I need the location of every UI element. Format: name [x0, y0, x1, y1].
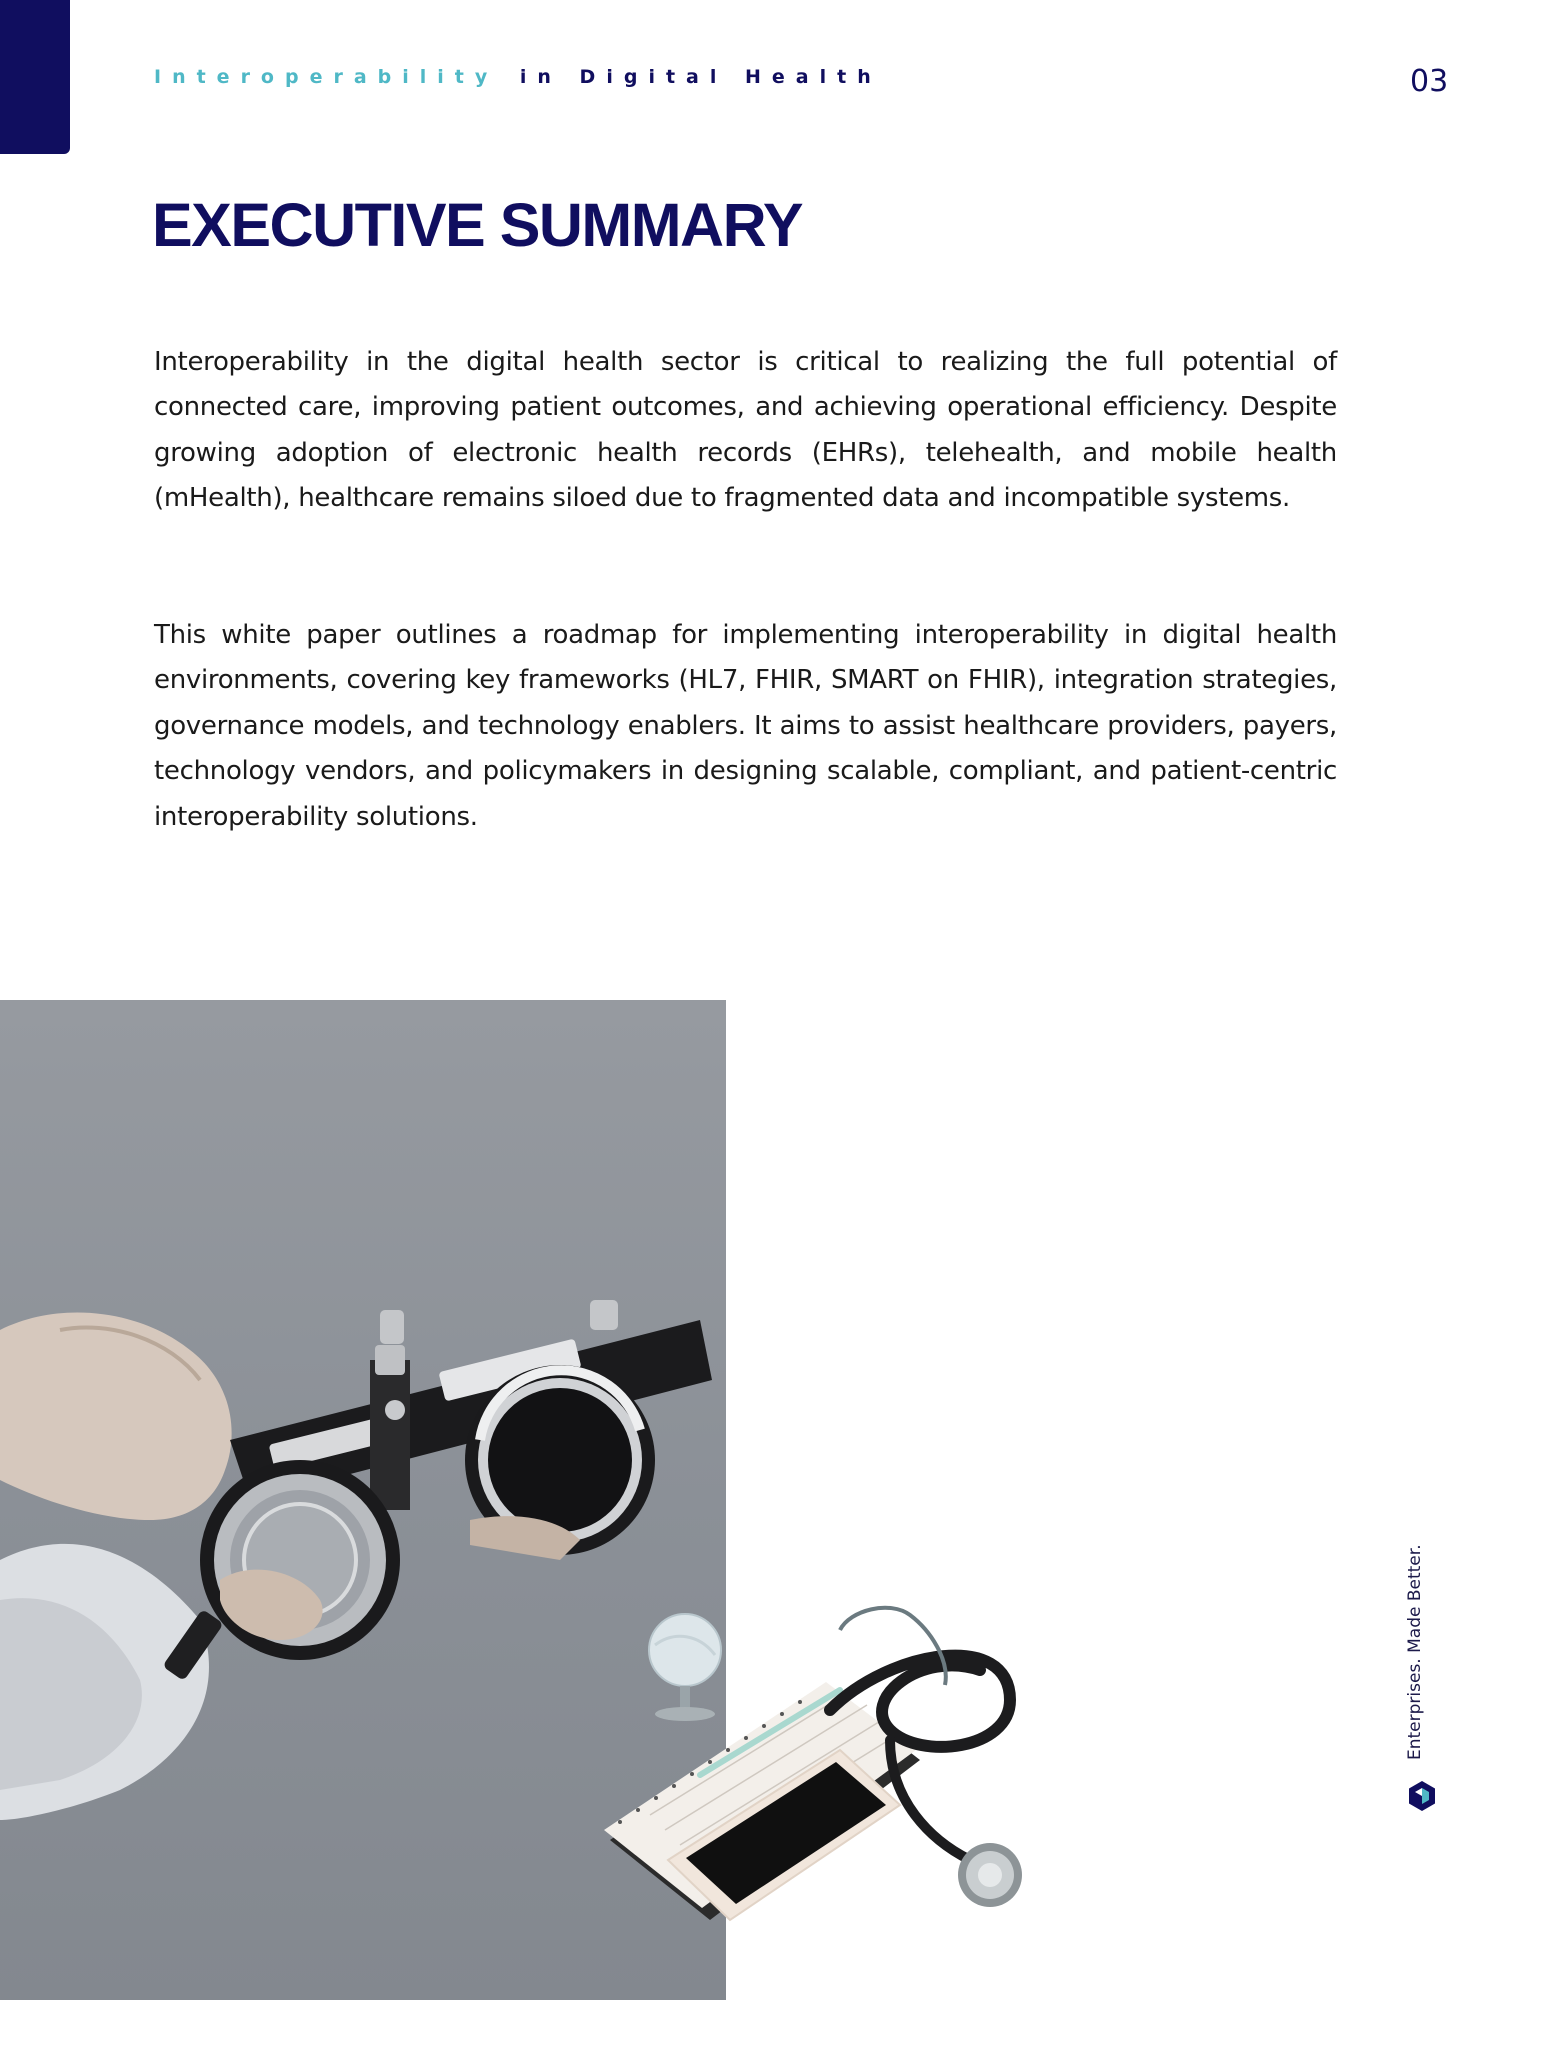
page-number: 03: [1410, 64, 1449, 99]
summary-paragraph-2: This white paper outlines a roadmap for implementing interoperability in digital health environments, covering key frameworks (HL7, FHIR, SMART on FHIR), integration strategies, governance models, and technology enablers. It aims to assist healthcare providers, payers, technology vendors, and policymakers in designing scalable, compliant, and patient-centric interoperability solutions.: [154, 620, 1337, 832]
tagline-text: Enterprises. Made Better.: [1405, 1544, 1425, 1760]
brand-logo-icon: [1407, 1780, 1437, 1812]
stethoscope-notebook-illustration: [590, 1590, 1150, 1950]
page-title: EXECUTIVE SUMMARY: [152, 191, 803, 259]
running-header: [154, 66, 882, 88]
summary-paragraph-1: Interoperability in the digital health sector is critical to realizing the full potential of connected care, improving patient outcomes, and achieving operational efficiency. Despite growing adoption of electronic health records (EHRs), telehealth, and mobile health (mHealth), healthcare remains siloed due to fragmented data and incompatible systems.: [154, 347, 1337, 514]
running-header-accent: Interoperability: [154, 66, 499, 88]
running-header-text: in Digital Health: [519, 66, 882, 88]
corner-accent-block: [0, 0, 70, 154]
